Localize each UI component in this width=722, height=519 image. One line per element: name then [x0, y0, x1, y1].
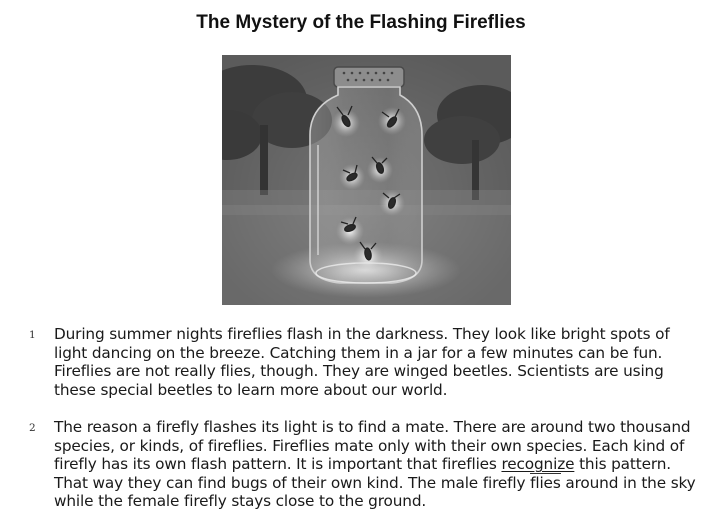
paragraph-2-text: The reason a firefly flashes its light is to find a mate. There are around two thousand species, or kinds, of fireflies. Fireflies mate only with their own species. Each kind of firefly has its own flash pattern. It is important that fireflies [54, 418, 691, 474]
marked-word-flies: flies [530, 473, 561, 492]
firefly-jar-illustration [222, 55, 511, 305]
paragraph-1: During summer nights fireflies flash in the darkness. They look like bright spots of light dancing on the breeze. Catching them in a jar for a few minutes can be fun. Fireflies are not really flies, though. They are winged beetles. Scientists are using these special beetles to learn more about our world. [54, 325, 670, 399]
paragraph-2-text: around in the sky while the female firefly stays close to the ground. [54, 473, 696, 511]
paragraph-number: 1 [29, 329, 36, 341]
paragraph-number: 2 [29, 422, 36, 434]
vocabulary-word-recognize: recognize [501, 455, 575, 474]
paragraph-2 [54, 418, 706, 511]
page-title: The Mystery of the Flashing Fireflies [196, 12, 526, 33]
paragraph-2-text: this pattern. That way they can find bugs of their own kind. The male firefly [54, 455, 671, 492]
